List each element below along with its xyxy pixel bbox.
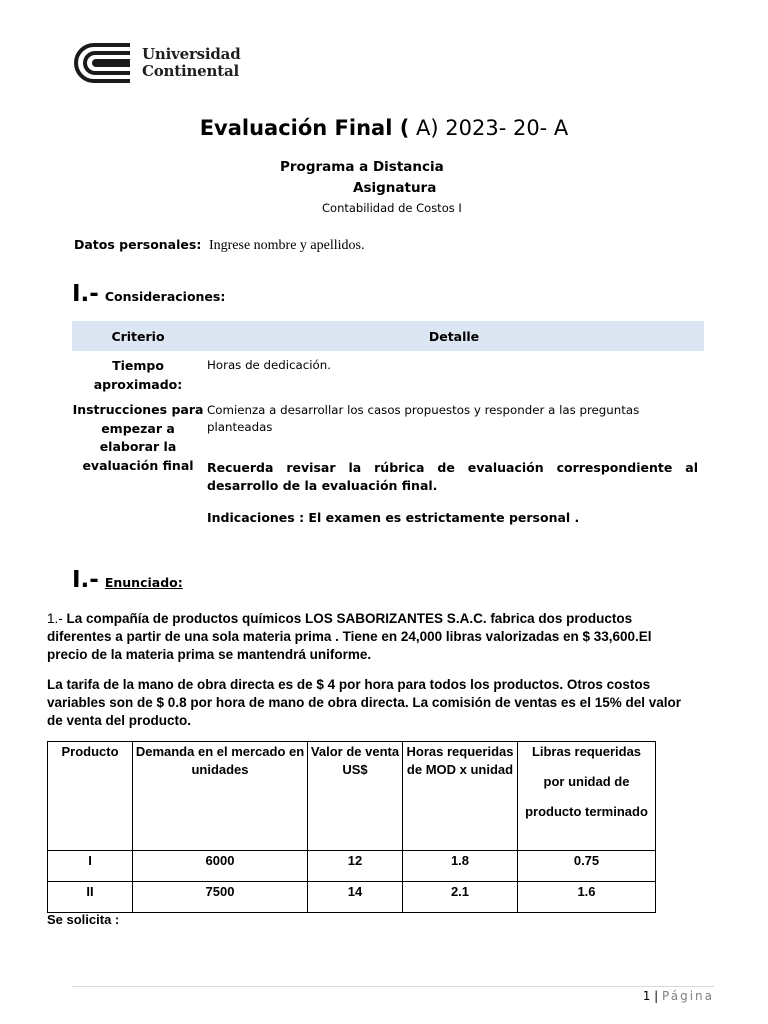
page-label: Página: [662, 989, 714, 1003]
title-period: 2023: [438, 116, 499, 140]
logo-line-1: Universidad: [142, 45, 241, 63]
criteria-row: [72, 401, 704, 527]
logo-text: [142, 46, 241, 80]
section-label: Consideraciones:: [104, 289, 226, 304]
criteria-note-indicaciones: Indicaciones : El examen es estrictamente personal .: [207, 510, 580, 525]
personal-data: [74, 237, 364, 254]
asignatura-label: Asignatura: [353, 180, 437, 196]
cell-horas: 2.1: [403, 882, 518, 913]
criteria-row: [72, 351, 704, 401]
personal-data-label: Datos personales:: [74, 237, 202, 252]
section-label: Enunciado:: [104, 575, 183, 590]
product-table: [47, 741, 656, 913]
cell-demanda: 6000: [133, 851, 308, 882]
criteria-cell-criterio: Instrucciones para empezar a elaborar la evaluación final: [72, 402, 204, 473]
cell-libras: 0.75: [518, 851, 656, 882]
header-libras-line1: Libras requeridas: [531, 744, 642, 759]
document-title: [0, 116, 768, 140]
course-name: Contabilidad de Costos I: [322, 201, 462, 215]
footer-separator: |: [654, 989, 659, 1003]
cell-valor: 12: [308, 851, 403, 882]
cell-producto: I: [48, 851, 133, 882]
cell-demanda: 7500: [133, 882, 308, 913]
criteria-cell-criterio: Tiempo aproximado:: [93, 358, 183, 392]
section-number: I.-: [72, 567, 99, 593]
section-enunciado: [72, 567, 183, 593]
logo-line-2: Continental: [142, 62, 239, 80]
criteria-cell-detalle: [204, 401, 704, 527]
header-libras-line3: producto terminado: [525, 804, 648, 819]
criteria-header-detalle: Detalle: [204, 321, 704, 351]
header-libras: [518, 742, 656, 851]
personal-data-value: Ingrese nombre y apellidos.: [208, 238, 365, 253]
university-logo-icon: [72, 42, 132, 84]
header-producto: Producto: [48, 742, 133, 851]
cell-horas: 1.8: [403, 851, 518, 882]
criteria-header-criterio: Criterio: [72, 321, 204, 351]
title-paren: (: [399, 116, 410, 140]
title-period-suffix: - 20- A: [498, 116, 569, 140]
product-table-header-row: [48, 742, 656, 851]
criteria-cell-detalle: Horas de dedicación.: [207, 358, 331, 372]
problem-text-1: La compañía de productos químicos LOS SABORIZANTES S.A.C. fabrica dos productos diferentes a partir de una sola materia prima . Tiene en 24,000 libras valorizadas en $ 33,600.El precio de la materia prima se mantendrá uniforme.: [47, 611, 652, 662]
criteria-table: [72, 321, 704, 527]
university-logo: [72, 42, 241, 84]
footer-divider: [72, 986, 714, 987]
page-number: 1: [642, 989, 651, 1003]
criteria-header-row: [72, 321, 704, 351]
table-row: [48, 882, 656, 913]
title-letter: A): [409, 116, 439, 140]
header-demanda: Demanda en el mercado en unidades: [133, 742, 308, 851]
cell-producto: II: [48, 882, 133, 913]
problem-paragraph-2: La tarifa de la mano de obra directa es de $ 4 por hora para todos los productos. Otros costos variables son de $ 0.8 por hora de mano de obra directa. La comisión de ventas es el 15% del valor de venta del producto.: [47, 677, 681, 728]
cell-libras: 1.6: [518, 882, 656, 913]
table-row: [48, 851, 656, 882]
se-solicita: Se solicita :: [47, 912, 120, 927]
section-number: I.-: [72, 281, 99, 307]
header-horas: Horas requeridas de MOD x unidad: [403, 742, 518, 851]
problem-paragraph-1: [47, 610, 687, 664]
header-valor: Valor de venta US$: [308, 742, 403, 851]
criteria-note-rubrica: Recuerda revisar la rúbrica de evaluación correspondiente al desarrollo de la evaluación final.: [207, 460, 698, 493]
section-consideraciones: [72, 281, 225, 307]
program-name: Programa a Distancia: [280, 159, 444, 175]
title-main: Evaluación Final: [199, 116, 393, 140]
header-libras-line2: por unidad de: [543, 774, 630, 789]
criteria-detalle-text: Comienza a desarrollar los casos propuestos y responder a las preguntas planteadas: [207, 403, 640, 434]
problem-number: 1.-: [47, 611, 63, 626]
page-footer: [643, 989, 714, 1003]
cell-valor: 14: [308, 882, 403, 913]
